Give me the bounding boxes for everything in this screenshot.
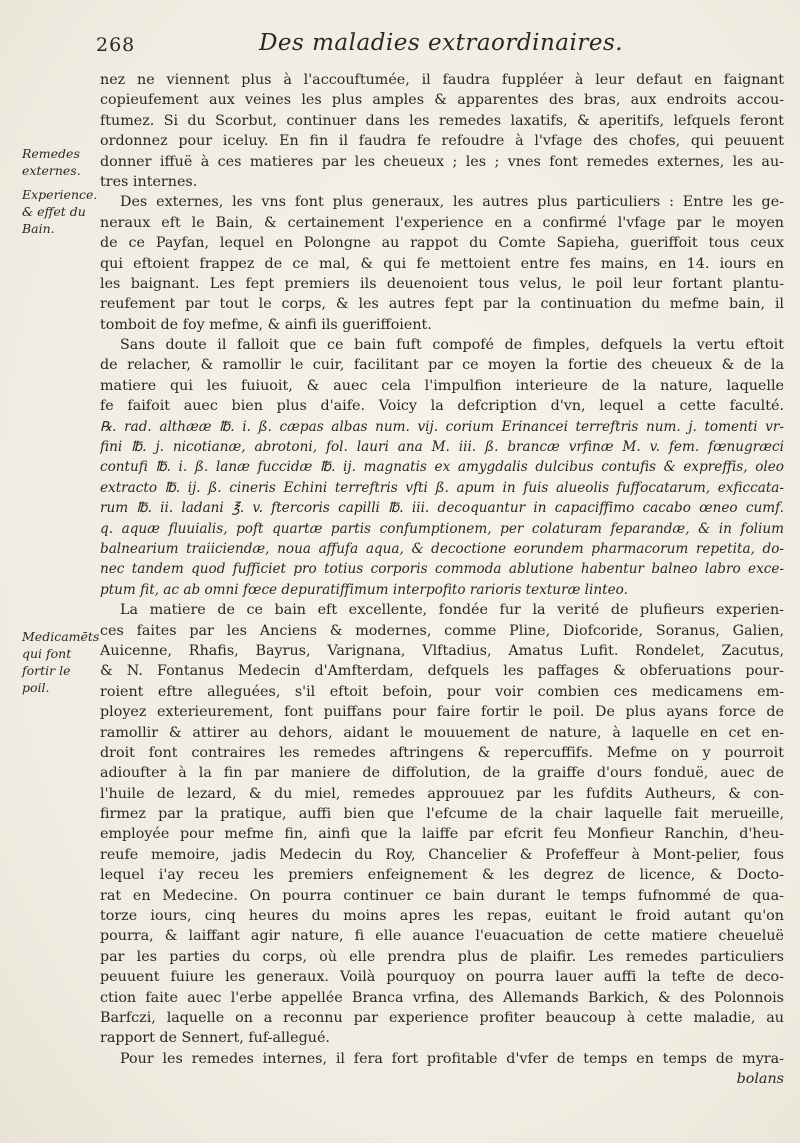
catchword: bolans — [736, 1071, 784, 1088]
text-line: copieufement aux veines les plus amples & apparentes des bras, aux endroits accou- — [100, 92, 784, 109]
text-line: reufement par tout le corps, & les autres fept par la continuation du mefme bain, il — [100, 296, 784, 313]
text-line: La matiere de ce bain eft excellente, fondée fur la verité de plufieurs experien- — [120, 602, 784, 619]
text-line: ordonnez pour iceluy. En fin il faudra fe refoudre à l'vfage des chofes, qui peuuent — [100, 133, 784, 150]
text-line: rat en Medecine. On pourra continuer ce bain durant le temps fufnommé de qua- — [100, 887, 784, 904]
text-line: nez ne viennent plus à l'accouftumée, il faudra fuppléer à leur defaut en faignant — [100, 72, 784, 88]
running-title: Des maladies extraordinaires. — [258, 30, 624, 56]
text-line: reufe memoire, jadis Medecin du Roy, Chancelier & Profeffeur à Mont-pelier, fous — [100, 846, 784, 863]
recipe-line: extracto ℔. ij. ß. cineris Echini terreftris vfti ß. apum in fuis alueolis fuffocatarum, exficcata- — [100, 479, 784, 496]
recipe-line: rum ℔. ii. ladani ℥. v. ftercoris capilli ℔. iii. decoquantur in capaciffimo cacabo œneo cumf. — [100, 500, 784, 517]
margin-note-experience — [22, 186, 98, 237]
text-line: torze iours, cinq heures du moins apres les repas, euitant le froid autant qu'on — [100, 908, 784, 925]
margin-note-line: qui font — [22, 646, 72, 661]
text-line: & N. Fontanus Medecin d'Amfterdam, defquels les paffages & obferuations pour- — [100, 663, 784, 680]
text-line: ces faites par les Anciens & modernes, comme Pline, Diofcoride, Soranus, Galien, — [100, 622, 784, 639]
margin-note-line: externes. — [22, 163, 81, 178]
text-line: ployez exterieurement, font puiffans pour faire fortir le poil. De plus ayans force de — [100, 704, 784, 721]
text-line: Barfczi, laquelle on a reconnu par experience profiter beaucoup à cette maladie, au — [100, 1009, 784, 1026]
text-line: les baignant. Les fept premiers ils deuenoient tous velus, le poil leur fortant plantu- — [100, 275, 784, 292]
margin-note-line: & effet du — [22, 204, 86, 219]
text-line: Pour les remedes internes, il fera fort profitable d'vfer de temps en temps de myra- — [120, 1050, 784, 1067]
recipe-line: ptum fit, ac ab omni fœce depuratiffimum interpofito rarioris texturæ linteo. — [100, 581, 628, 598]
recipe-line: contufi ℔. i. ß. lanæ fuccidæ ℔. ij. magnatis ex amygdalis dulcibus contufis & expreffis, oleo — [100, 459, 784, 476]
text-line: rapport de Sennert, fuf-allegué. — [100, 1030, 330, 1047]
page-number: 268 — [96, 34, 136, 56]
text-line: Sans doute il falloit que ce bain fuft compofé de fimples, defquels la vertu eftoit — [120, 337, 784, 354]
margin-note-remedes-externes — [22, 145, 98, 179]
recipe-line: balnearium traiiciendæ, noua affufa aqua, & decoctione eorundem pharmacorum repetita, do- — [100, 540, 784, 557]
margin-note-line: Remedes — [22, 146, 80, 161]
margin-note-line: Experience. — [22, 187, 98, 202]
margin-note-line: Bain. — [22, 221, 55, 236]
text-line: de ce Payfan, lequel en Polongne au rappot du Comte Sapieha, gueriffoit tous ceux — [100, 235, 784, 252]
margin-note-line: fortir le — [22, 663, 71, 678]
recipe-line: q. aquæ fluuialis, poft quartæ partis confumptionem, per colaturam feparandæ, & in folium — [100, 520, 784, 537]
recipe-line: nec tandem quod fufficiet pro totius corporis commoda ablutione habentur balneo labro exce- — [100, 561, 784, 578]
margin-note-line: Medicamēts — [22, 629, 100, 644]
page-header — [96, 26, 786, 66]
text-line: Des externes, les vns font plus generaux, les autres plus particuliers : Entre les ge- — [120, 194, 784, 211]
text-line: peuuent fuiure les generaux. Voilà pourquoy on pourra lauer auffi la tefte de deco- — [100, 969, 784, 986]
text-line: donner iffuë à ces matieres par les cheueux ; les ; vnes font remedes externes, les au- — [100, 153, 784, 170]
text-line: qui eftoient frappez de ce mal, & qui fe mettoient entre fes mains, en 14. iours en — [100, 255, 784, 272]
margin-note-medicaments — [22, 628, 98, 696]
text-line: adioufter à la fin par maniere de diffolution, de la graiffe d'ours fonduë, auec de — [100, 765, 784, 782]
body-text — [100, 70, 784, 1090]
text-line: firmez par la pratique, auffi bien que l'efcume de la chair laquelle fait merueille, — [100, 806, 784, 823]
text-line: tomboit de foy mefme, & ainfi ils gueriffoient. — [100, 316, 432, 333]
text-line: tres internes. — [100, 173, 198, 190]
text-line: de relacher, & ramollir le cuir, facilitant par ce moyen la fortie des cheueux & de la — [100, 357, 784, 374]
text-line: lequel i'ay receu les premiers enfeignement & les degrez de licence, & Docto- — [100, 867, 784, 884]
text-line: droit font contraires les remedes aftringens & repercuffifs. Mefme on y pourroit — [100, 744, 784, 761]
text-line: ction faite auec l'erbe appellée Branca vrfina, des Allemands Barkich, & des Polonnois — [100, 989, 784, 1006]
text-line: employée pour mefme fin, ainfi que la laiffe par efcrit feu Monfieur Ranchin, d'heu- — [100, 826, 784, 843]
recipe-line: ℞. rad. althææ ℔. i. ß. cæpas albas num. vij. corium Erinancei terreftris num. j. tomenti vr- — [100, 418, 784, 435]
recipe-line: fini ℔. j. nicotianæ, abrotoni, fol. lauri ana M. iii. ß. brancæ vrfinæ M. v. fem. fœnugræci — [100, 439, 784, 456]
text-line: roient eftre alleguées, s'il eftoit befoin, pour voir combien ces medicamens em- — [100, 683, 784, 700]
text-line: fe faifoit auec bien plus d'aife. Voicy la defcription d'vn, lequel a cette faculté. — [100, 398, 784, 415]
text-line: matiere qui les fuiuoit, & auec cela l'impulfion interieure de la nature, laquelle — [100, 377, 784, 394]
text-line: ramollir & attirer au dehors, aidant le mouuement de nature, à laquelle en cet en- — [100, 724, 784, 741]
margin-note-line: poil. — [22, 680, 50, 695]
text-line: neraux eft le Bain, & certainement l'experience en a confirmé l'vfage par le moyen — [100, 214, 784, 231]
text-line: par les parties du corps, où elle prendra plus de plaifir. Les remedes particuliers — [100, 948, 784, 965]
text-line: pourra, & laiffant agir nature, fi elle auance l'euacuation de cette matiere cheueluë — [100, 928, 784, 945]
text-line: Auicenne, Rhafis, Bayrus, Varignana, Vlftadius, Amatus Lufit. Rondelet, Zacutus, — [100, 642, 784, 659]
text-line: ftumez. Si du Scorbut, continuer dans les remedes laxatifs, & aperitifs, lefquels feront — [100, 112, 784, 129]
text-line: l'huile de lezard, & du miel, remedes approuuez par les fufdits Autheurs, & con- — [100, 785, 784, 802]
